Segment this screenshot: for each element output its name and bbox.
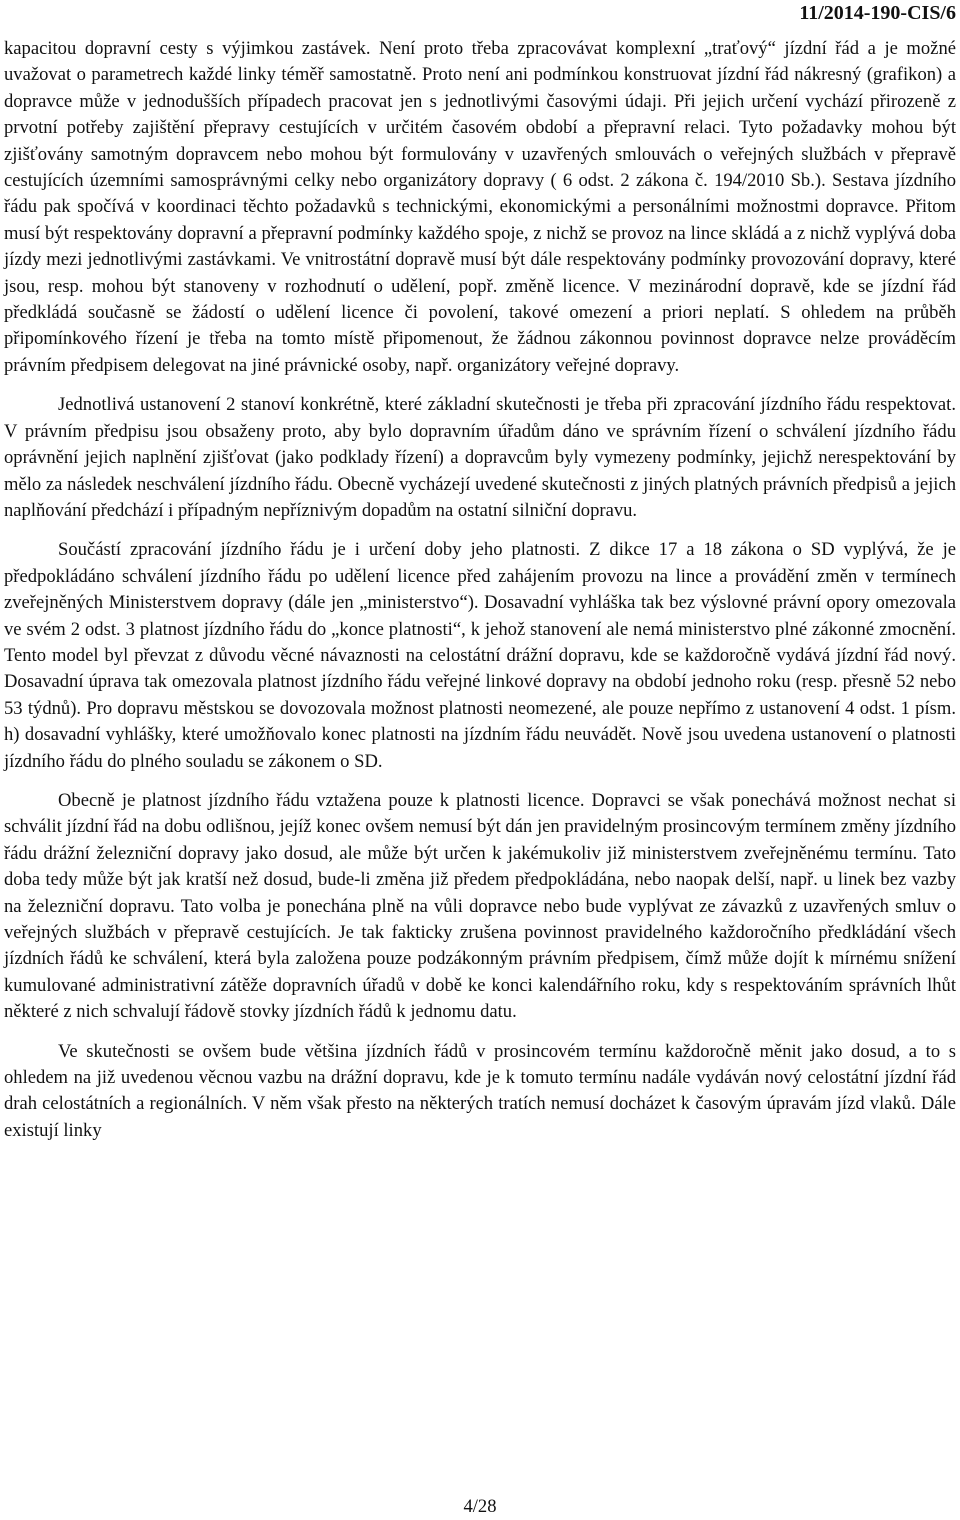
page-number: 4/28 [463, 1496, 497, 1517]
paragraph-2: Jednotlivá ustanovení 2 stanoví konkrétně, které základní skutečnosti je třeba při zpracování jízdního řádu respektovat. V právním předpisu jsou obsaženy proto, aby bylo dopravním úřadům dáno ve správním řízení o schválení jízdního řádu oprávnění jejich naplnění zjišťovat (jako podklady řízení) a dopravcům byly vymezeny podmínky, jejichž nerespektování by mělo za následek neschválení jízdního řádu. Obecně vycházejí uvedené skutečnosti z jiných platných právních předpisů a jejich naplňování předchází i případným nepříznivým dopadům na ostatní silniční dopravu. [4, 394, 956, 521]
paragraph-5: Ve skutečnosti se ovšem bude většina jízdních řádů v prosincovém termínu každoročně měnit jako dosud, a to s ohledem na již uvedenou věcnou vazbu na drážní dopravu, kde je k tomuto termínu nadále vydáván nový celostátní jízdní řád drah celostátních a regionálních. V něm však přesto na některých tratích nemusí docházet k časovým úpravám jízd vlaků. Dále existují linky [4, 1040, 956, 1141]
paragraph-4: Obecně je platnost jízdního řádu vztažena pouze k platnosti licence. Dopravci se však ponechává možnost nechat si schválit jízdní řád na dobu odlišnou, jejíž konec ovšem nemusí být dán jen pravidelným prosincovým termínem změny jízdního řádu drážní železniční dopravy jako dosud, ale může být určen k jakémukoliv již ministerstvem zveřejněnému termínu. Tato doba tedy může být jak kratší než dosud, bude-li změna již předem předpokládána, nebo naopak delší, např. u linek bez vazby na železniční dopravu. Tato volba je ponechána plně na vůli dopravce nebo bude vyplývat ze závazků z uzavřených smluv o veřejných službách v přepravě cestujících. Je tak fakticky zrušena povinnost pravidelného každoročního předkládání všech jízdních řádů ke schválení, která byla založena pouze podzákonným právním předpisem, čímž může dojít k mírnému snížení kumulované administrativní zátěže dopravních úřadů v době ke konci kalendářního roku, kdy s respektováním správních lhůt některé z nich schvalují řádově stovky jízdních řádů k jednomu datu. [4, 789, 956, 1023]
document-body [4, 36, 956, 1144]
paragraph-1: kapacitou dopravní cesty s výjimkou zastávek. Není proto třeba zpracovávat komplexní „traťový“ jízdní řád a je možné uvažovat o parametrech každé linky téměř samostatně. Proto není ani podmínkou konstruovat jízdní řád nákresný (grafikon) a dopravce může v jednodušších případech pracovat jen s jednotlivými časovými údaji. Při jejich určení vychází přirozeně z prvotní potřeby zajištění přepravy cestujících v určitém časovém období a přepravní relaci. Tyto požadavky mohou být zjišťovány samotným dopravcem nebo mohou být formulovány v uzavřených smlouvách o veřejných službách v přepravě cestujících územními samosprávnými celky nebo organizátory dopravy ( 6 odst. 2 zákona č. 194/2010 Sb.). Sestava jízdního řádu pak spočívá v koordinaci těchto požadavků s technickými, ekonomickými a personálními možnostmi dopravce. Přitom musí být respektovány dopravní a přepravní podmínky každého spoje, z nichž se provoz na lince skládá a z nichž vyplývá doba jízdy mezi jednotlivými zastávkami. Ve vnitrostátní dopravě musí být dále respektovány podmínky provozování dopravy, které jsou, resp. mohou být stanoveny v rozhodnutí o udělení, popř. změně licence. V mezinárodní dopravě, kde se jízdní řád předkládá současně se žádostí o udělení licence či povolení, takové omezení a priori neplatí. S ohledem na průběh připomínkového řízení je třeba na tomto místě připomenout, že žádnou zákonnou povinnost dopravce nelze prováděcím právním předpisem delegovat na jiné právnické osoby, např. organizátory veřejné dopravy. [4, 38, 956, 376]
paragraph-3: Součástí zpracování jízdního řádu je i určení doby jeho platnosti. Z dikce 17 a 18 zákona o SD vyplývá, že je předpokládáno schválení jízdního řádu po udělení licence před zahájením provozu na lince a provádění změn v termínech zveřejněných Ministerstvem dopravy (dále jen „ministerstvo“). Dosavadní vyhláška tak bez výslovné právní opory omezovala ve svém 2 odst. 3 platnost jízdního řádu do „konce platnosti“, k jehož stanovení ale nemá ministerstvo plné zákonné zmocnění. Tento model byl převzat z důvodu věcné návaznosti na celostátní drážní dopravu, kde se každoročně vydává jízdní řád nový. Dosavadní úprava tak omezovala platnost jízdního řádu veřejné linkové dopravy na období jednoho roku (resp. přesně 52 nebo 53 týdnů). Pro dopravu městskou se dovozovala možnost platnosti neomezené, ale pouze nepřímo z ustanovení 4 odst. 1 písm. h) dosavadní vyhlášky, které umožňovalo konec platnosti na jízdním řádu neuvádět. Nově jsou uvedena ustanovení o platnosti jízdního řádu do plného souladu se zákonem o SD. [4, 539, 956, 772]
document-reference-number: 11/2014-190-CIS/6 [799, 2, 956, 24]
